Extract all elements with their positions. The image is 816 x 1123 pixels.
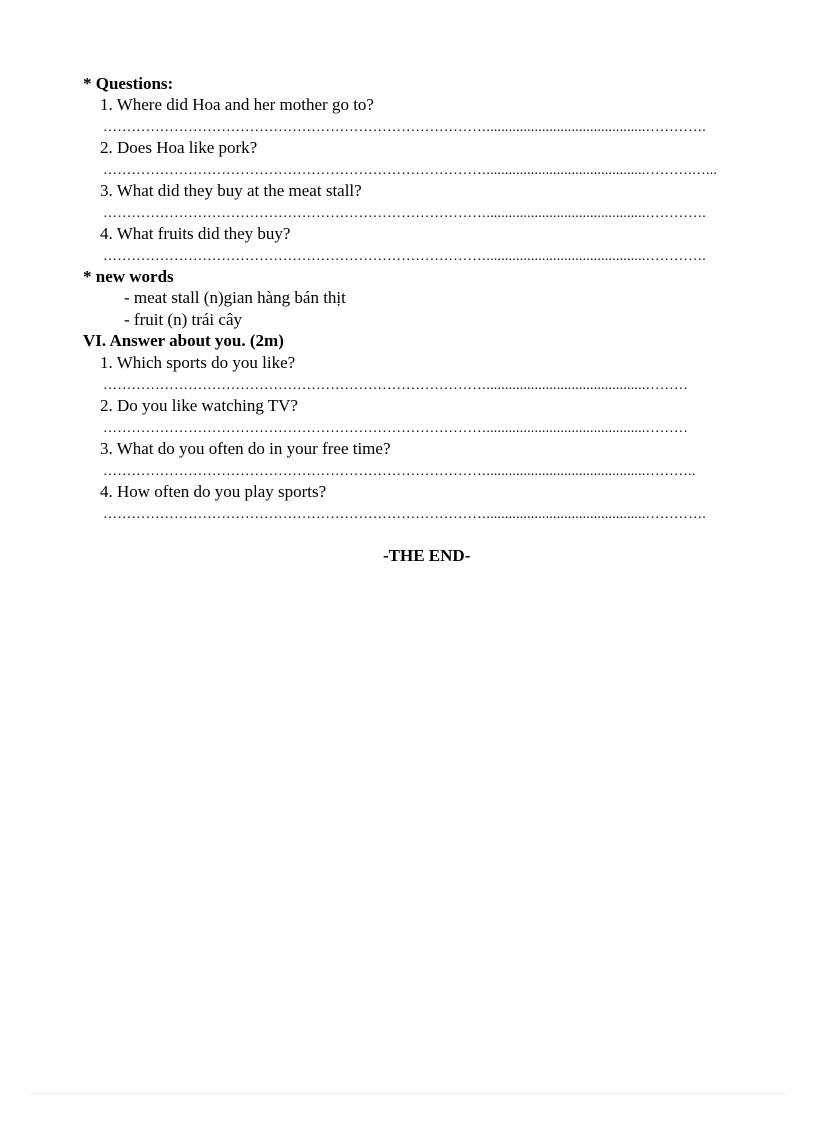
- question-3: 3. What did they buy at the meat stall?: [100, 181, 362, 200]
- personal-question-1: 1. Which sports do you like?: [100, 353, 296, 372]
- new-word-item-1: - meat stall (n)gian hàng bán thịt: [124, 288, 346, 307]
- new-word-item-2: - fruit (n) trái cây: [124, 310, 242, 329]
- personal-answer-line-2: ………………………………………………………………………...........................................………: [103, 422, 689, 436]
- answer-line-3: ………………………………………………………………………...........................................………….: [103, 207, 706, 221]
- questions-heading: * Questions:: [83, 74, 174, 93]
- personal-answer-line-1: ………………………………………………………………………...........................................………: [103, 379, 689, 393]
- personal-question-2: 2. Do you like watching TV?: [100, 396, 298, 415]
- personal-question-4: 4. How often do you play sports?: [100, 482, 327, 501]
- the-end-label: -THE END-: [383, 546, 471, 565]
- question-2: 2. Does Hoa like pork?: [100, 138, 258, 157]
- personal-question-3: 3. What do you often do in your free time?: [100, 439, 391, 458]
- answer-about-you-heading: VI. Answer about you. (2m): [83, 331, 284, 350]
- page-bottom-divider: [28, 1093, 788, 1094]
- answer-line-2: ………………………………………………………………………...........................................……….…...: [103, 164, 718, 178]
- personal-answer-line-3: ………………………………………………………………………...........................................………..: [103, 465, 696, 479]
- answer-line-1: ………………………………………………………………………...........................................………….: [103, 121, 706, 135]
- question-4: 4. What fruits did they buy?: [100, 224, 291, 243]
- new-words-heading: * new words: [83, 267, 174, 286]
- question-1: 1. Where did Hoa and her mother go to?: [100, 95, 374, 114]
- answer-line-4: ………………………………………………………………………...........................................………….: [103, 250, 706, 264]
- personal-answer-line-4: ………………………………………………………………………...........................................………….: [103, 508, 706, 522]
